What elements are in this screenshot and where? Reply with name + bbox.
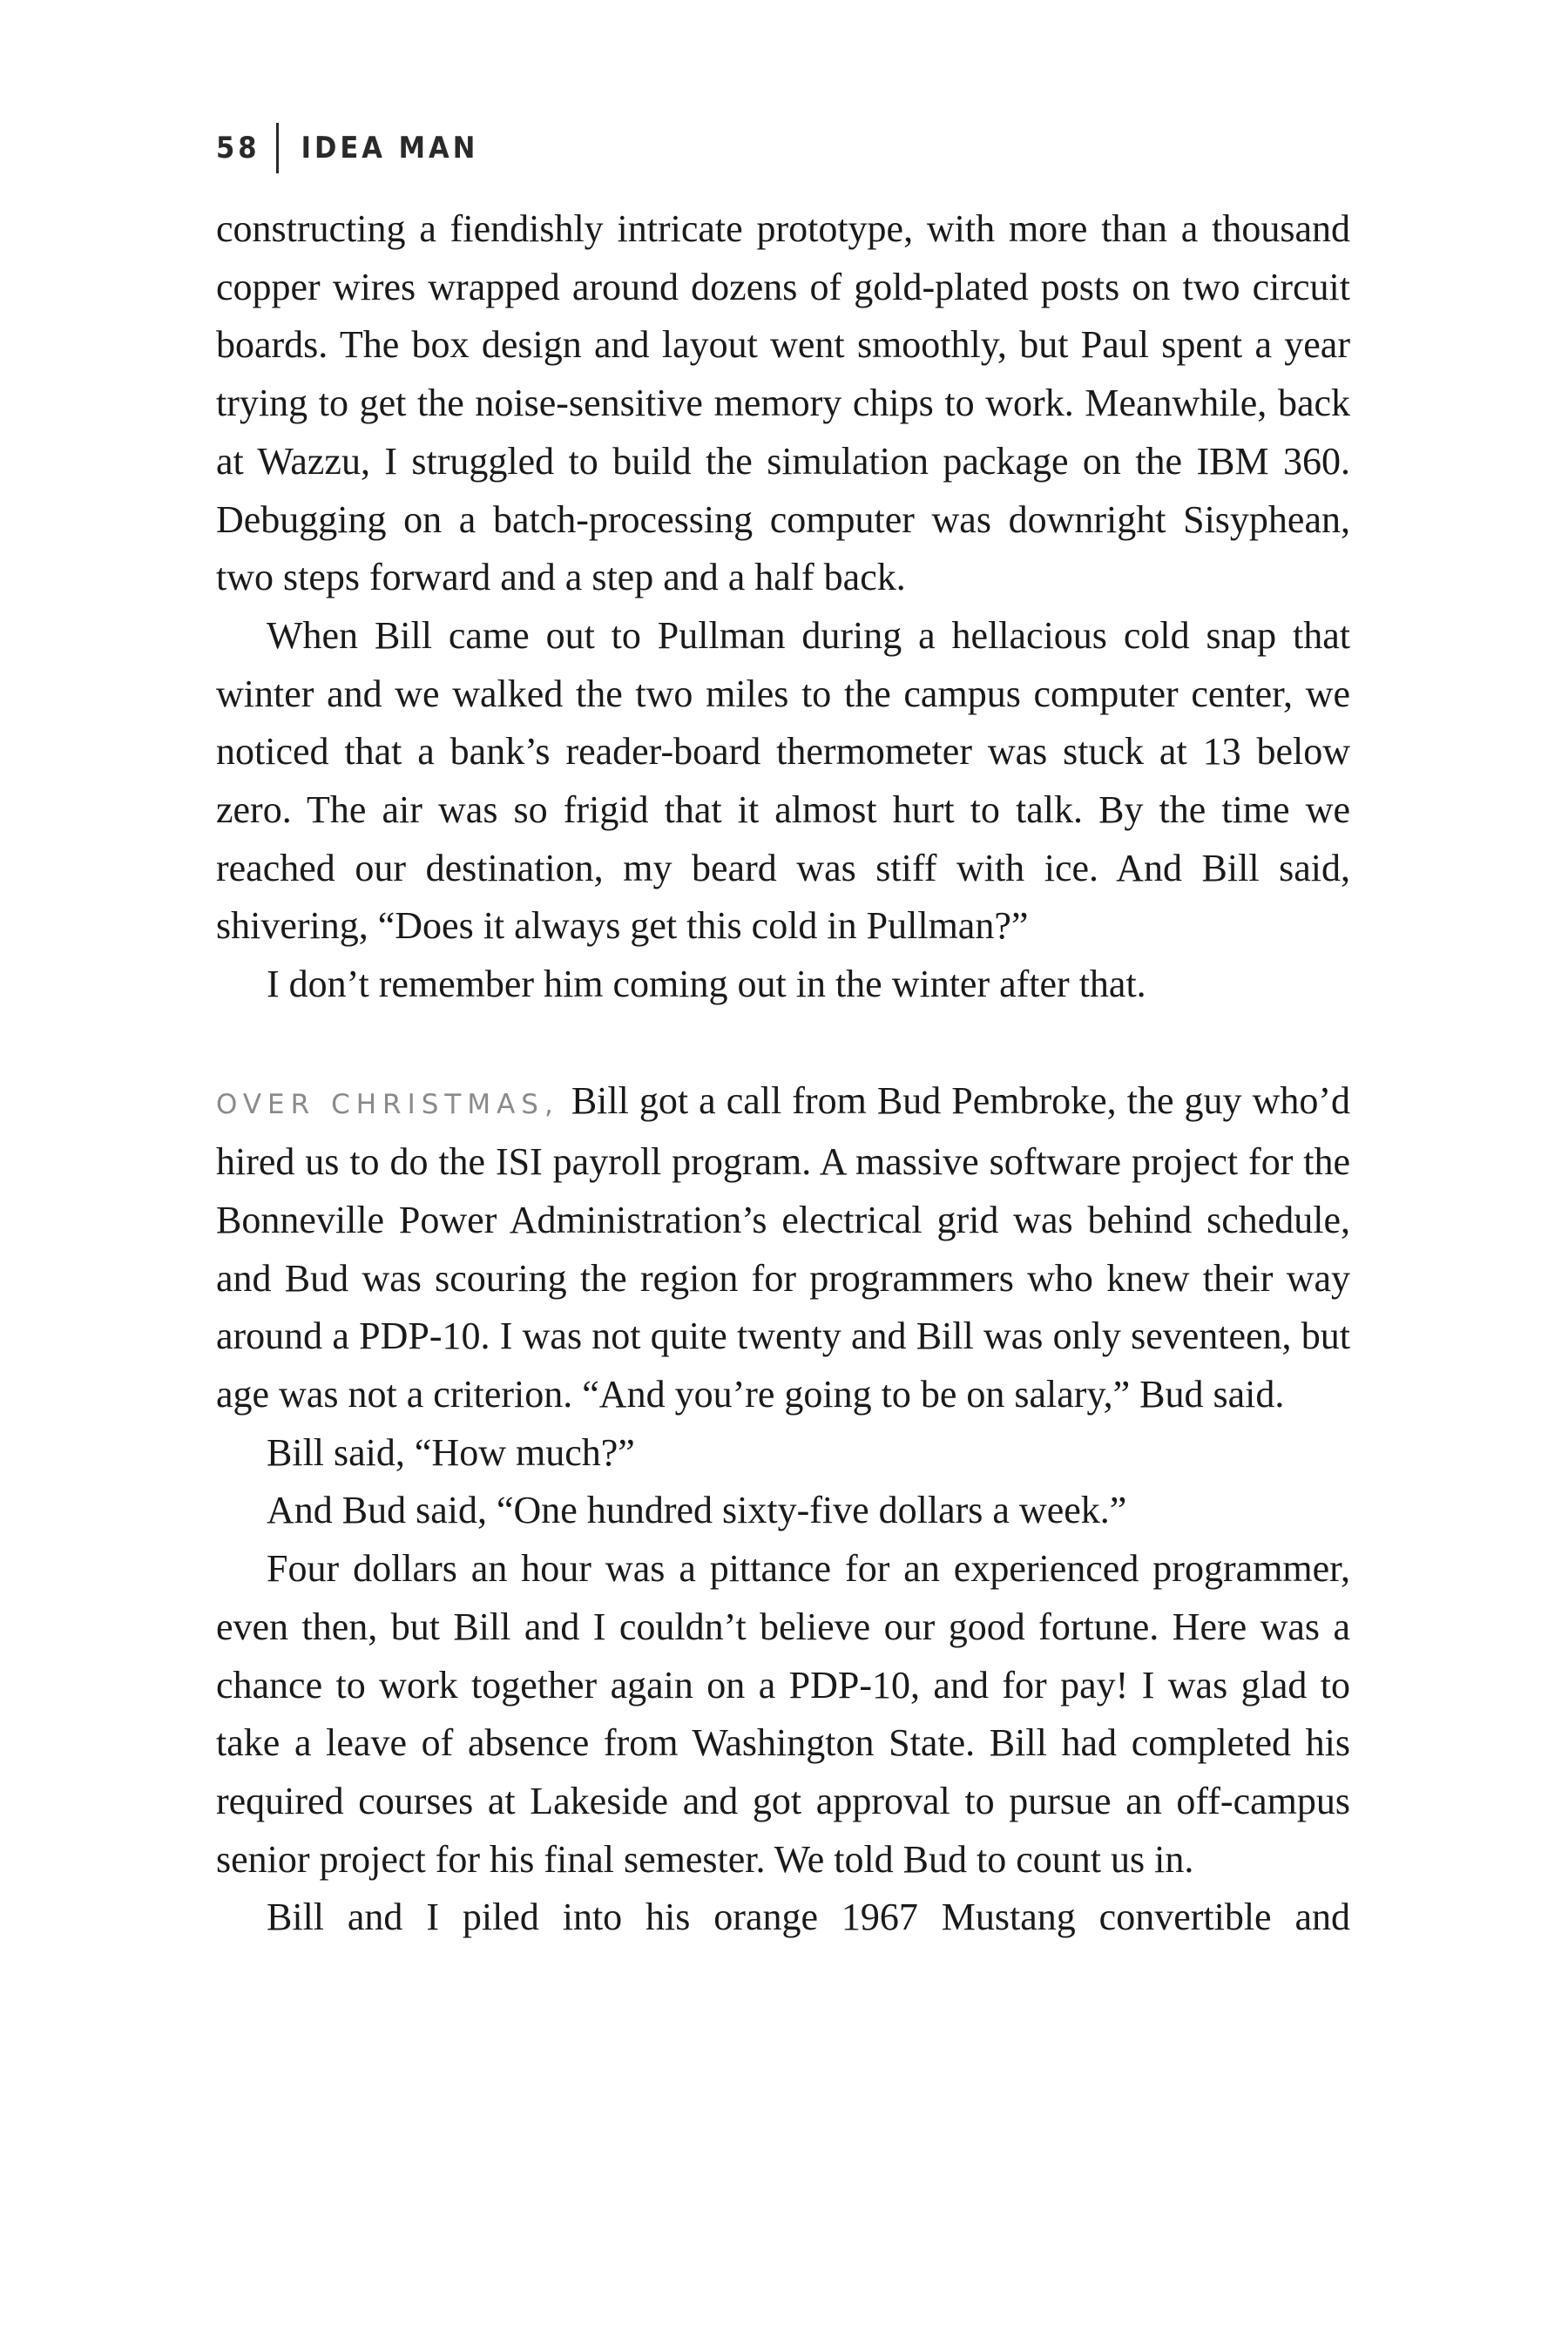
page-number: 58 [216,131,260,166]
header-divider [276,123,279,173]
paragraph: Bill and I piled into his orange 1967 Mustang convertible and [267,1896,1350,1939]
book-title: IDEA MAN [301,131,479,166]
section-lead-in: OVER CHRISTMAS, [216,1088,559,1120]
paragraph: Bill said, “How much?” [267,1430,635,1474]
paragraph: And Bud said, “One hundred sixty-five dollars a week.” [267,1489,1127,1532]
section-opening-paragraph [216,1072,1350,1424]
paragraph: Four dollars an hour was a pittance for an experienced programmer, even then, but Bill and I couldn’t believe our good fortune. Here was a chance to work together again on a PDP-10, and for pay! I was glad to take a leave of absence from Washington State. Bill had completed his required courses at Lakeside and got approval to pursue an off-campus senior project for his final semester. We told Bud to count us in. [216,1547,1350,1881]
body-text [216,200,1350,1947]
section-opening-text: Bill got a call from Bud Pembroke, the guy who’d hired us to do the ISI payroll program. A massive software project for the Bonneville Power Administration’s electrical grid was behind schedule, and Bud was scouring the region for programmers who knew their way around a PDP-10. I was not quite twenty and Bill was only seventeen, but age was not a criterion. “And you’re going to be on salary,” Bud said. [216,1078,1350,1416]
paragraph: When Bill came out to Pullman during a hellacious cold snap that winter and we walked the two miles to the campus computer center, we noticed that a bank’s reader-board thermometer was stuck at 13 below zero. The air was so frigid that it almost hurt to talk. By the time we reached our destination, my beard was stiff with ice. And Bill said, shivering, “Does it always get this cold in Pullman?” [216,613,1350,948]
paragraph: I don’t remember him coming out in the winter after that. [267,963,1146,1006]
paragraph-continued: constructing a fiendishly intricate prototype, with more than a thousand copper wires wrapped around dozens of gold-plated posts on two circuit boards. The box design and layout went smoothly, but Paul spent a year trying to get the noise-sensitive memory chips to work. Meanwhile, back at Wazzu, I struggled to build the simulation package on the IBM 360. Debugging on a batch-processing computer was downright Sisyphean, two steps forward and a step and a half back. [216,207,1350,599]
running-head [216,122,478,174]
